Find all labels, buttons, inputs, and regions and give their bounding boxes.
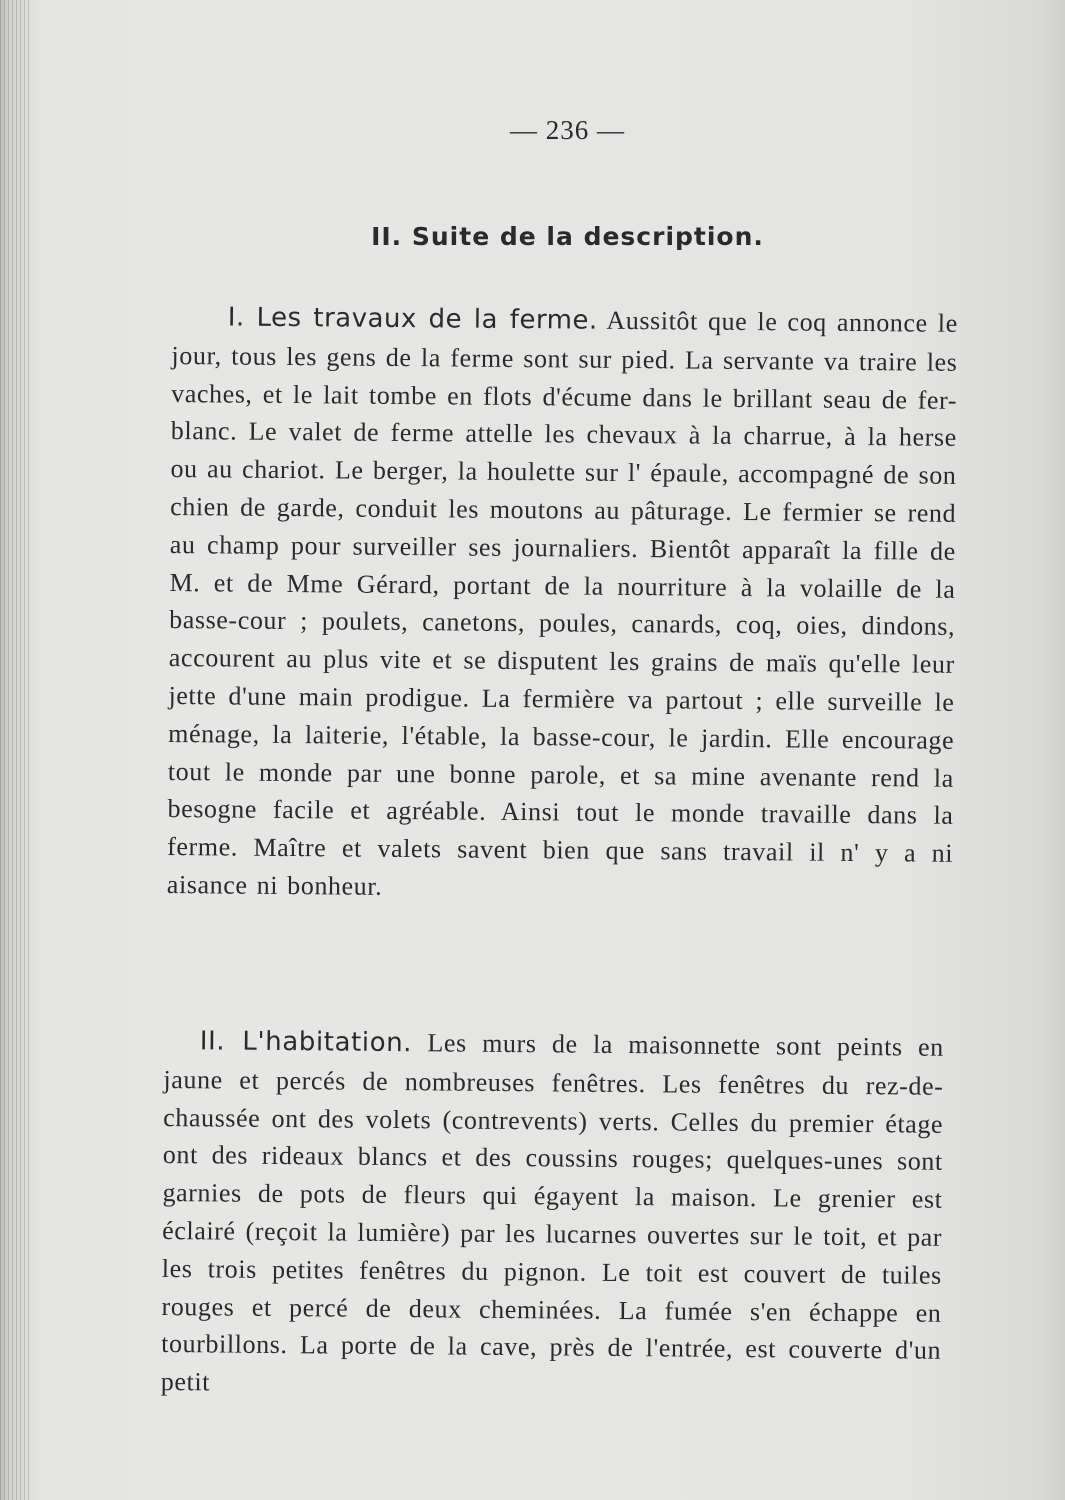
paragraph-farm-work [167, 298, 958, 911]
section-title: II. Suite de la description. [371, 222, 764, 251]
page-number: — 236 — [510, 115, 625, 145]
paragraph-heading: II. L'habitation. [199, 1026, 413, 1059]
paragraph-dwelling [161, 1022, 944, 1408]
paragraph-heading: I. Les travaux de la ferme. [227, 302, 598, 336]
paragraph-body: Les murs de la maisonnette sont peints en jaune et percés de nombreuses fenêtres. Les fenêtres du rez-de-chaussée ont des volets (contrevents) verts. Celles du premier étage ont des rideaux blancs et des coussins rouges; quelques-unes sont garnies de pots de fleurs qui égayent la maison. Le grenier est éclairé (reçoit la lumière) par les lucarnes ouvertes sur le toit, et par les trois petites fenêtres du pignon. Le toit est couvert de tuiles rouges et percé de deux cheminées. La fumée s'en échappe en tourbillons. La porte de la cave, près de l'entrée, est couverte d'un petit [160, 1028, 944, 1397]
paragraph-body: Aussitôt que le coq annonce le jour, tous les gens de la ferme sont sur pied. La servante va traire les vaches, et le lait tombe en flots d'écume dans le brillant seau de fer-blanc. Le valet de ferme attelle les chevaux à la charrue, à la herse ou au chariot. Le berger, la houlette sur l' épaule, accompagné de son chien de garde, conduit les moutons au pâturage. Le fermier se rend au champ pour surveiller ses journaliers. Bientôt apparaît la fille de M. et de Mme Gérard, portant de la nourriture à la volaille de la basse-cour ; poulets, canetons, poules, canards, coq, oies, dindons, accourent au plus vite et se disputent les grains de maïs qu'elle leur jette d'une main prodigue. La fermière va partout ; elle surveille le ménage, la laiterie, l'étable, la basse-cour, le jardin. Elle encourage tout le monde par une bonne parole, et sa mine avenante rend la besogne facile et agréable. Ainsi tout le monde travaille dans la ferme. Maître et valets savent bien que sans travail il n' y a ni aisance ni bonheur. [166, 305, 958, 901]
